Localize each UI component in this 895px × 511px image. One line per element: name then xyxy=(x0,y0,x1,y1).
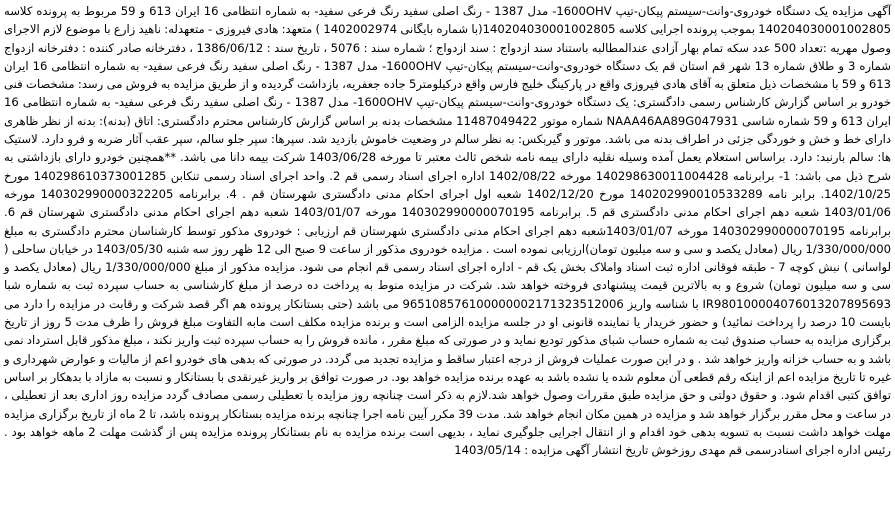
notice-body-text: آگهی مزایده یک دستگاه خودروی-وانت-سیستم پیکان-تیپ 1600OHV- مدل 1387 - رنگ اصلی سفید رنگ فرعی سفید- به شماره انتظامی 16 ایران 613 و 59 مربوط به پرونده کلاسه 140204030001002805 بموجب پرونده اجرایی کلاسه 140204030001002805(با شماره بایگانی 1402002974 ) متعهد: هادی فیروزی - متعهدله: ناهید زارع با موضوع لازم الاجرای وصول مهریه :تعداد 500 عدد سکه تمام بهار آزادی عندالمطالبه باستناد سند ازدواج : سند ازدواج ؛ شماره سند : 5076 ، تاریخ سند : 1386/06/12 ، دفترخانه صادر کننده : دفترخانه ازدواج شماره 3 و طلاق شماره 13 شهر قم استان قم یک دستگاه خودروی-وانت-سیستم پیکان-تیپ 1600OHV- مدل 1387 - رنگ اصلی سفید رنگ فرعی سفید- به شماره انتظامی 16 ایران 613 و 59 با مشخصات ذیل متعلق به آقای هادی فیروزی واقع در پارکینگ خلیج فارس واقع درکیلومتر5 جاده جعفریه، بازداشت گردیده و از طریق مزایده به فروش می رسد: مشخصات فنی خودرو بر اساس گزارش کارشناس رسمی دادگستری: یک دستگاه خودروی-وانت-سیستم پیکان-تیپ 1600OHV- مدل 1387 - رنگ اصلی سفید رنگ فرعی سفید- به شماره انتظامی 16 ایران 613 و 59 شماره شاسی NAAA46AA89G047931 شماره موتور 11487049422 مشخصات بدنه بر اساس گزارش کارشناس محترم دادگستری: اتاق (بدنه): بدنه از نظر ظاهری دارای خط و خش و خوردگی جزئی در اطراف بدنه می باشد. موتور و گیربکس: به نظر سالم در وضعیت خاموش بازدید شد. سپرها: سپر جلو سالم، سپر عقب آثار ضربه و فرو دارد. لاستیک ها: سالم بارنبد: دارد. براساس استعلام یعمل آمده وسیله نقلیه دارای بیمه نامه شخص ثالث معتبر تا مورخه 1403/06/28 شرکت بیمه دانا می باشد. **همچنین خودرو دارای بازداشتی به شرح ذیل می باشد: 1- برابرنامه 140298630011004428 مورخه 1402/08/22 اداره اجرای اسناد رسمی قم 2. واحد اجرای اسناد رسمی تنکابن 140298610373001285 مورخ 1402/10/25. برابر نامه 140202990010533289 مورخ 1402/12/20 شعبه اول اجرای احکام مدنی دادگستری شهرستان قم . 4. برابرنامه 140302990000322205 مورخه 1403/01/06 شعبه دهم اجرای احکام مدنی دادگستری قم 5. برابرنامه 140302990000070195 مورخه 1403/01/07 شعبه دهم اجرای احکام مدنی دادگستری شهرستان قم 6. برابرنامه 140302990000070195 مورخه 1403/01/07شعبه دهم اجرای احکام مدنی دادگستری شهرستان قم ارزیابی : خودروی مذکور توسط کارشناسان محترم دادگستری به مبلغ 1/330/000/000 ریال (معادل یکصد و سی و سه میلیون تومان)ارزیابی نموده است . مزایده خودروی مذکور از ساعت 9 صبح الی 12 ظهر روز سه شنبه 1403/05/30 در خیابان ساحلی ( لواسانی ) نبش کوچه 7 - طبقه فوقانی اداره ثبت اسناد واملاک بخش یک قم - اداره اجرای اسناد رسمی قم انجام می شود. مزایده مذکور از مبلغ 1/330/000/000 ریال (معادل یکصد و سی و سه میلیون تومان) شروع و به بالاترین قیمت پیشنهادی فروخته خواهد شد. شرکت در مزایده منوط به پرداخت ده درصد از مبلغ کارشناسی به حساب سپرده ثبت به شماره شبا IR980100004076013207895693 با شناسه واریز 965108576100000002171323512006 می باشد (حتی بستانکار پرونده هم اگر قصد شرکت و رقابت در مزایده را دارد می بایست 10 درصد را پرداخت نمائید) و حضور خریدار یا نماینده قانونی او در جلسه مزایده الزامی است و برنده مزایده مکلف است مابه التفاوت مبلغ فروش را ظرف مدت 5 روز از تاریخ برگزاری مزایده به حساب صندوق ثبت به شماره حساب شبای مذکور تودیع نماید و در صورتی که مبلغ مقرر ، مانده فروش را به حساب سپرده ثبت واریز نکند ، مبلغ مذکور قابل استرداد نمی باشد و به حساب خزانه واریز خواهد شد . و در این صورت عملیات فروش از درجه اعتبار ساقط و مزایده تجدید می گردد. در صورتی که بدهی های خودرو اعم از مالیات و عوارض شهرداری و غیره تا تاریخ مزایده اعم از اینکه رقم قطعی آن معلوم شده یا نشده باشد به عهده برنده مزایده خواهد بود. در صورت توافق بر واریز غیرنقدی با بستانکار و نسبت به مازاد با بدهکار بر اساس توافق کتبی اقدام شود. و حقوق دولتی و حق مزایده طبق مقررات وصول خواهد شد.لازم به ذکر است چنانچه روز مزایده با تعطیلی رسمی مصادف گردد مزایده روز اداری بعد از تعطیلی ، در ساعت و محل مقرر برگزار خواهد شد و مزایده در همین مکان انجام خواهد شد. مدت 39 مکرر آیین نامه اجرا چنانچه برنده مزایده بستانکار پرونده باشد، تا 2 ماه از تاریخ برگزاری مزایده مهلت خواهد داشت نسبت به تسویه بدهی خود اقدام و از انتقال اجرایی جلوگیری نماید ، بدیهی است برنده مزایده به نام بستانکار پرونده مزایده پس از گذشت مهلت 2 ماهه خواهد بود . رئیس اداره اجرای اسنادرسمی قم مهدی روزخوش تاریخ انتشار آگهی مزایده : 1403/05/14 xyxy=(4,4,892,458)
